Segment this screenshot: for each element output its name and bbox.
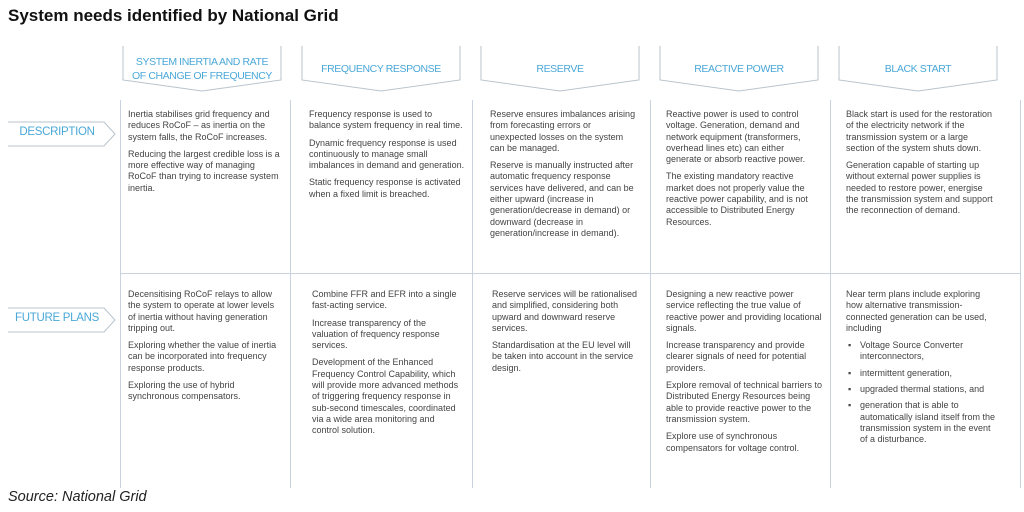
cell-paragraph: Reserve services will be rationalised and simplified, considering both upward and downward reserve services. <box>492 289 638 333</box>
future-cell-reserve <box>492 289 640 380</box>
description-cell-frequency-response <box>309 109 465 206</box>
cell-paragraph: Combine FFR and EFR into a single fast-acting service. <box>312 289 457 311</box>
source-caption: Source: National Grid <box>8 489 147 505</box>
bullet-item: ▪ intermittent generation, <box>860 368 996 379</box>
cell-paragraph: The existing mandatory reactive market does not properly value the reactive power capability, and is not accessible to Distributed Energy Resources. <box>666 171 808 227</box>
column-divider <box>650 100 651 488</box>
future-cell-inertia <box>128 289 284 409</box>
bullet-item: ▪ upgraded thermal stations, and <box>860 384 996 395</box>
description-cell-reactive-power <box>666 109 822 234</box>
row-divider <box>120 273 1020 274</box>
column-header-black-start <box>838 46 998 92</box>
column-header-inertia <box>122 46 282 92</box>
cell-paragraph: Reactive power is used to control voltage. Generation, demand and network equipment (transformers, overhead lines etc) can either generate or absorb reactive power. <box>666 109 806 165</box>
cell-paragraph: Exploring the use of hybrid synchronous compensators. <box>128 380 241 402</box>
description-cell-black-start <box>846 109 996 223</box>
column-divider <box>1020 100 1021 488</box>
cell-paragraph: Development of the Enhanced Frequency Control Capability, which will provide more advanced methods of triggering frequency response in sub-second timescales, coordinated via a wide area monitoring and control solution. <box>312 357 459 436</box>
column-divider <box>290 100 291 488</box>
column-divider <box>472 100 473 488</box>
column-header-label: REACTIVE POWER <box>694 63 784 75</box>
column-divider <box>120 100 121 488</box>
column-header-reactive-power <box>659 46 819 92</box>
cell-paragraph: Near term plans include exploring how alternative transmission-connected generation can be used, including <box>846 289 987 333</box>
column-header-label: SYSTEM INERTIA AND RATE OF CHANGE OF FREQUENCY <box>132 56 272 82</box>
cell-paragraph: Increase transparency and provide clearer signals of need for potential providers. <box>666 340 807 373</box>
cell-paragraph: Reserve is manually instructed after automatic frequency response services have delivered, and can be either upward (increase in generation/decrease in demand) or downward (decrease in generation/increase in demand). <box>490 160 634 238</box>
column-header-reserve <box>480 46 640 92</box>
cell-paragraph: Inertia stabilises grid frequency and reduces RoCoF – as inertia on the system falls, the RoCoF increases. <box>128 109 270 142</box>
future-cell-frequency-response <box>312 289 462 443</box>
cell-paragraph: Explore removal of technical barriers to Distributed Energy Resources being able to provide reactive power to the transmission system. <box>666 380 823 424</box>
cell-paragraph: Increase transparency of the valuation of frequency response services. <box>312 317 440 351</box>
column-header-label: FREQUENCY RESPONSE <box>321 63 441 75</box>
cell-paragraph: Explore use of synchronous compensators for voltage control. <box>666 431 800 453</box>
row-header-future-plans <box>8 307 116 333</box>
cell-paragraph: Reserve ensures imbalances arising from forecasting errors or unexpected losses on the system can be managed. <box>490 109 636 153</box>
column-header-label: RESERVE <box>536 63 584 75</box>
cell-paragraph: Dynamic frequency response is used continuously to manage small imbalances in demand and generation. <box>309 137 465 171</box>
bullet-item: ▪ generation that is able to automatically island itself from the transmission system in the event of a disturbance. <box>860 400 996 445</box>
future-cell-reactive-power <box>666 289 824 460</box>
cell-paragraph: Reducing the largest credible loss is a more effective way of managing RoCoF than trying to increase system inertia. <box>128 148 280 193</box>
cell-paragraph: Exploring whether the value of inertia can be incorporated into frequency response products. <box>128 340 277 373</box>
cell-paragraph: Designing a new reactive power service reflecting the true value of reactive power and providing locational signals. <box>666 289 822 333</box>
column-header-label: BLACK START <box>884 63 952 75</box>
row-header-description <box>8 121 116 147</box>
cell-paragraph: Standardisation at the EU level will be taken into account in the service design. <box>492 340 634 373</box>
row-header-label: DESCRIPTION <box>19 126 95 138</box>
cell-paragraph: Frequency response is used to balance system frequency in real time. <box>309 109 463 131</box>
cell-paragraph: Black start is used for the restoration of the electricity network if the transmission system or a large section of the system shuts down. <box>846 109 993 153</box>
bullet-item: ▪ Voltage Source Converter interconnectors, <box>860 340 996 363</box>
column-divider <box>830 100 831 488</box>
column-header-frequency-response <box>301 46 461 92</box>
future-cell-black-start <box>846 289 996 451</box>
cell-paragraph: Generation capable of starting up without external power supplies is needed to restore power, energise the transmission system and support the reconnection of demand. <box>846 160 993 216</box>
description-cell-inertia <box>128 109 284 200</box>
cell-paragraph: Decensitising RoCoF relays to allow the system to operate at lower levels of inertia without having generation tripping out. <box>128 289 275 333</box>
bullet-list <box>846 340 996 445</box>
description-cell-reserve <box>490 109 640 245</box>
cell-paragraph: Static frequency response is activated when a fixed limit is breached. <box>309 177 461 199</box>
page-title: System needs identified by National Grid <box>8 6 339 25</box>
row-header-label: FUTURE PLANS <box>15 312 99 324</box>
